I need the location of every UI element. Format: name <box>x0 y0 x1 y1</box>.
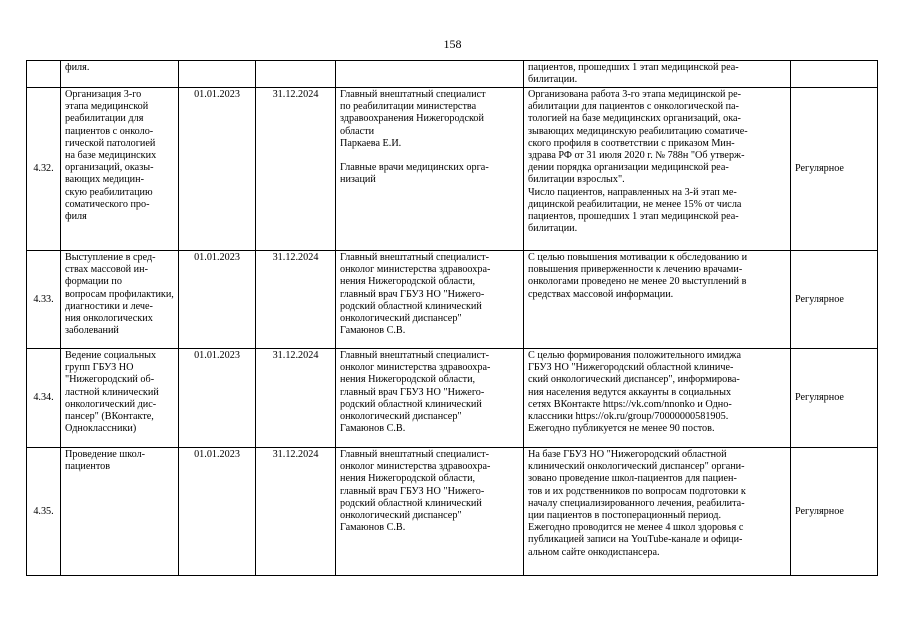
activity-name: Ведение социальных групп ГБУЗ НО "Нижегородский об- ластной клинический онкологический дис- пансер" (ВКонтакте, Одноклассники) <box>61 349 179 448</box>
expected-result: С целью формирования положительного имиджа ГБУЗ НО "Нижегородский областной клиниче- ский онкологический диспансер", информирова- ния населения ведутся аккаунты в социальных сетях ВКонтакте https://vk.com/nnonko и Одно- классники https://ok.ru/group/70000000581905. Ежегодно публикуется не менее 90 постов. <box>524 349 791 448</box>
table-row <box>27 61 878 88</box>
responsible-person: Главный внештатный специалист- онколог министерства здравоохра- нения Нижегородской области, главный врач ГБУЗ НО "Нижего- родский областной клинический онкологический диспансер" Гамаюнов С.В. <box>336 448 524 576</box>
table-row <box>27 349 878 448</box>
expected-result: пациентов, прошедших 1 этап медицинской реа- билитации. <box>524 61 791 88</box>
action-plan-table <box>26 60 878 576</box>
row-number: 4.32. <box>27 88 61 251</box>
frequency <box>791 61 878 88</box>
start-date: 01.01.2023 <box>179 88 256 251</box>
activity-name: Организация 3-го этапа медицинской реабилитации для пациентов с онколо- гической патологией на базе медицинских организаций, оказы- вающих медицин- скую реабилитацию соматического про- филя <box>61 88 179 251</box>
row-number: 4.34. <box>27 349 61 448</box>
start-date <box>179 61 256 88</box>
end-date: 31.12.2024 <box>256 349 336 448</box>
frequency: Регулярное <box>791 88 878 251</box>
frequency: Регулярное <box>791 349 878 448</box>
end-date: 31.12.2024 <box>256 448 336 576</box>
row-number: 4.35. <box>27 448 61 576</box>
frequency: Регулярное <box>791 251 878 349</box>
end-date <box>256 61 336 88</box>
table-row <box>27 88 878 251</box>
start-date: 01.01.2023 <box>179 251 256 349</box>
responsible-person <box>336 61 524 88</box>
responsible-person: Главный внештатный специалист по реабилитации министерства здравоохранения Нижегородской области Паркаева Е.И. Главные врачи медицинских орга- низаций <box>336 88 524 251</box>
responsible-person: Главный внештатный специалист- онколог министерства здравоохра- нения Нижегородской области, главный врач ГБУЗ НО "Нижего- родский областной клинический онкологический диспансер" Гамаюнов С.В. <box>336 349 524 448</box>
responsible-person: Главный внештатный специалист- онколог министерства здравоохра- нения Нижегородской области, главный врач ГБУЗ НО "Нижего- родский областной клинический онкологический диспансер" Гамаюнов С.В. <box>336 251 524 349</box>
expected-result: С целью повышения мотивации к обследованию и повышения приверженности к лечению врачами- онкологами проведено не менее 20 выступлений в средствах массовой информации. <box>524 251 791 349</box>
page-number: 158 <box>443 37 462 51</box>
end-date: 31.12.2024 <box>256 251 336 349</box>
activity-name: Проведение школ- пациентов <box>61 448 179 576</box>
table-row <box>27 251 878 349</box>
activity-name: Выступление в сред- ствах массовой ин- формации по вопросам профилактики, диагностики и лече- ния онкологических заболеваний <box>61 251 179 349</box>
row-number: 4.33. <box>27 251 61 349</box>
table-row <box>27 448 878 576</box>
start-date: 01.01.2023 <box>179 349 256 448</box>
expected-result: Организована работа 3-го этапа медицинской ре- абилитации для пациентов с онкологической па- тологией на базе медицинских организаций, ока- зывающих медицинскую реабилитацию соматиче- ского профиля в соответствии с приказом Мин- здрава РФ от 31 июля 2020 г. № 788н "Об утверж- дении порядка организации медицинской реа- билитации взрослых". Число пациентов, направленных на 3-й этап ме- дицинской реабилитации, не менее 15% от числа пациентов, прошедших 1 этап медицинской реа- билитации. <box>524 88 791 251</box>
frequency: Регулярное <box>791 448 878 576</box>
start-date: 01.01.2023 <box>179 448 256 576</box>
end-date: 31.12.2024 <box>256 88 336 251</box>
row-number <box>27 61 61 88</box>
expected-result: На базе ГБУЗ НО "Нижегородский областной клинический онкологический диспансер" органи- зовано проведение школ-пациентов для пациен- тов и их родственников по вопросам подготовки к началу специализированного лечения, реабилита- ции пациентов в постоперационный период. Ежегодно проводится не менее 4 школ здоровья с публикацией записи на YouTube-канале и офици- альном сайте онкодиспансера. <box>524 448 791 576</box>
activity-name: филя. <box>61 61 179 88</box>
